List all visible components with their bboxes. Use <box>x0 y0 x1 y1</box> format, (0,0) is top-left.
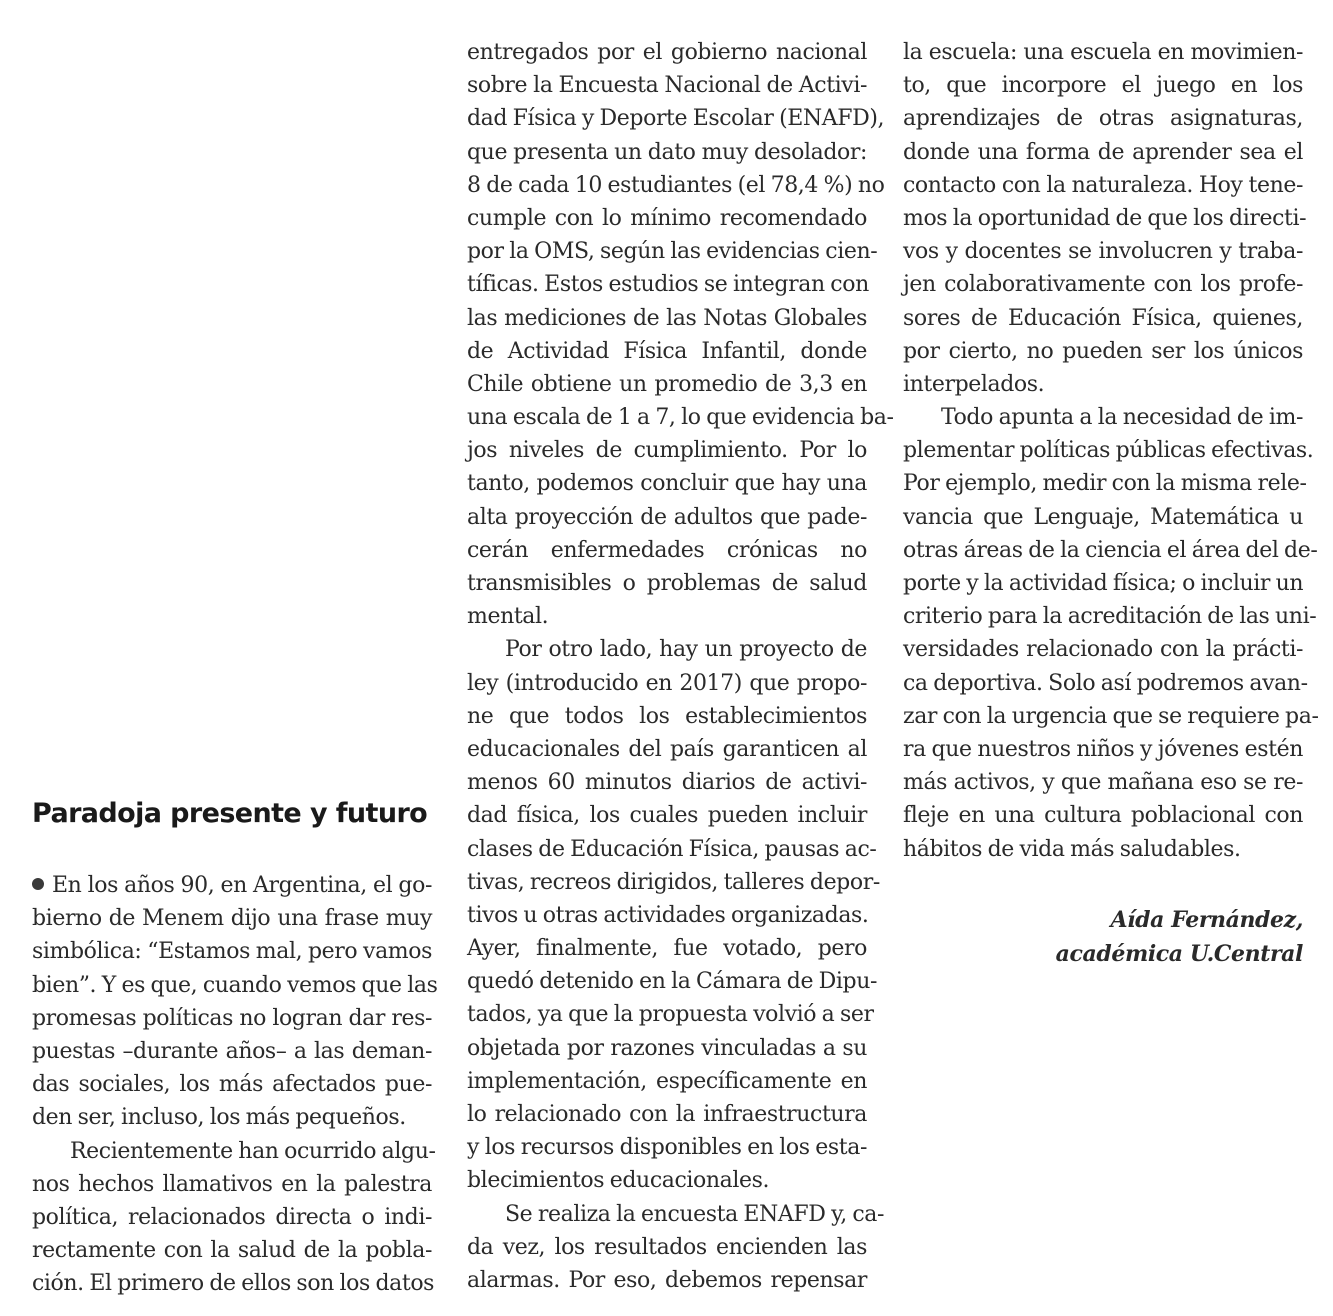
text-line: blecimientos educacionales. <box>467 1168 770 1194</box>
text-line: nos hechos llamativos en la palestra <box>32 1171 432 1197</box>
text-line: lo relacionado con la infraestructura <box>467 1102 867 1127</box>
text-line: jos niveles de cumplimiento. Por lo <box>467 438 867 464</box>
text-line: bierno de Menem dijo una frase muy <box>32 906 432 932</box>
text-line: rectamente con la salud de la pobla- <box>32 1238 432 1264</box>
column-2 <box>467 36 894 1297</box>
text-line: ne que todos los establecimientos <box>467 703 867 729</box>
text-line: cumple con lo mínimo recomendado <box>467 205 867 231</box>
text-line: criterio para la acreditación de las uni- <box>903 604 1317 630</box>
text-line: tados, ya que la propuesta volvió a ser <box>467 1002 874 1028</box>
text-line: implementación, específicamente en <box>467 1068 867 1094</box>
text-line: vancia que Lenguaje, Matemática u <box>903 504 1303 530</box>
text-line: las mediciones de las Notas Globales <box>467 305 867 331</box>
text-line: más activos, y que mañana eso se re- <box>903 770 1303 796</box>
text-line: tanto, podemos concluir que hay una <box>467 471 867 497</box>
text-line: objetada por razones vinculadas a su <box>467 1035 867 1061</box>
text-line: transmisibles o problemas de salud <box>467 571 867 596</box>
text-line: que presenta un dato muy desolador: <box>467 139 867 165</box>
paragraph-2 <box>467 633 880 1197</box>
text-line: Se realiza la encuesta ENAFD y, ca- <box>505 1201 885 1227</box>
text-line: fleje en una cultura poblacional con <box>903 803 1303 829</box>
text-line: tivas, recreos dirigidos, talleres depor- <box>467 869 880 895</box>
text-line: política, relacionados directa o indi- <box>32 1204 432 1230</box>
paragraph-2 <box>32 1135 436 1301</box>
text-line: den ser, incluso, los más pequeños. <box>32 1105 406 1131</box>
text-line: sores de Educación Física, quienes, <box>903 305 1303 331</box>
text-line: donde una forma de aprender sea el <box>903 139 1303 165</box>
author-signature <box>1056 903 1303 971</box>
text-line-content: En los años 90, en Argentina, el go- <box>52 873 432 898</box>
paragraph-1 <box>903 36 1307 401</box>
text-line: por cierto, no pueden ser los únicos <box>903 338 1303 364</box>
text-line: de Actividad Física Infantil, donde <box>467 338 867 364</box>
text-line: porte y la actividad física; o incluir un <box>903 571 1304 596</box>
bullet-icon <box>32 878 44 890</box>
text-line: da vez, los resultados encienden las <box>467 1234 867 1260</box>
text-line: tivos u otras actividades organizadas. <box>467 902 869 928</box>
column-1 <box>32 869 438 1300</box>
text-line: alta proyección de adultos que pade- <box>467 504 867 530</box>
text-line: Por ejemplo, medir con la misma rele- <box>903 471 1307 497</box>
text-line: mos la oportunidad de que los directi- <box>903 205 1307 231</box>
text-line: cerán enfermedades crónicas no <box>467 537 867 563</box>
section-heading: Paradoja presente y futuro <box>32 798 428 829</box>
text-line: plementar políticas públicas efectivas. <box>903 438 1314 464</box>
text-line: Recientemente han ocurrido algu- <box>70 1138 436 1164</box>
text-line: clases de Educación Física, pausas ac- <box>467 836 877 862</box>
text-line: Chile obtiene un promedio de 3,3 en <box>467 371 867 397</box>
text-line: contacto con la naturaleza. Hoy tene- <box>903 172 1303 198</box>
text-line: versidades relacionado con la prácti- <box>903 637 1303 663</box>
paragraph-2 <box>903 401 1319 866</box>
column-3 <box>903 36 1319 866</box>
text-line: por la OMS, según las evidencias cien- <box>467 239 878 265</box>
text-line: la escuela: una escuela en movimien- <box>903 40 1303 65</box>
text-line: otras áreas de la ciencia el área del de- <box>903 537 1318 563</box>
text-line: una escala de 1 a 7, lo que evidencia ba- <box>467 405 894 431</box>
text-line: Por otro lado, hay un proyecto de <box>505 637 867 663</box>
text-line: dad Física y Deporte Escolar (ENAFD), <box>467 106 885 132</box>
text-line: Todo apunta a la necesidad de im- <box>941 405 1303 431</box>
text-line: jen colaborativamente con los profe- <box>903 272 1303 298</box>
text-line: ca deportiva. Solo así podremos avan- <box>903 670 1308 696</box>
text-line: 8 de cada 10 estudiantes (el 78,4 %) no <box>467 172 885 198</box>
text-line: y los recursos disponibles en los esta- <box>467 1135 867 1161</box>
text-line: sobre la Encuesta Nacional de Activi- <box>467 73 867 99</box>
text-line: ción. El primero de ellos son los datos <box>32 1271 435 1297</box>
paragraph-1 <box>32 869 438 1135</box>
text-line: puestas –durante años– a las deman- <box>32 1038 432 1064</box>
text-line: to, que incorpore el juego en los <box>903 73 1303 99</box>
text-line: menos 60 minutos diarios de activi- <box>467 770 867 796</box>
text-line: hábitos de vida más saludables. <box>903 836 1241 862</box>
text-line: aprendizajes de otras asignaturas, <box>903 106 1303 132</box>
text-line <box>32 869 432 902</box>
text-line: ley (introducido en 2017) que propo- <box>467 670 867 696</box>
text-line: ra que nuestros niños y jóvenes estén <box>903 736 1303 762</box>
text-line: educacionales del país garanticen al <box>467 736 867 762</box>
paragraph-1 <box>467 36 894 633</box>
text-line: quedó detenido en la Cámara de Dipu- <box>467 969 878 995</box>
text-line: interpelados. <box>903 371 1045 397</box>
author-name: Aída Fernández, <box>1110 907 1303 933</box>
text-line: simbólica: “Estamos mal, pero vamos <box>32 939 432 965</box>
text-line: mental. <box>467 604 549 630</box>
text-line: vos y docentes se involucren y traba- <box>903 239 1303 265</box>
text-line: das sociales, los más afectados pue- <box>32 1072 432 1098</box>
paragraph-3 <box>467 1198 885 1298</box>
text-line: bien”. Y es que, cuando vemos que las <box>32 972 438 998</box>
text-line: alarmas. Por eso, debemos repensar <box>467 1267 867 1293</box>
text-line: zar con la urgencia que se requiere pa- <box>903 703 1319 729</box>
text-line: Ayer, finalmente, fue votado, pero <box>467 936 867 962</box>
text-line: promesas políticas no logran dar res- <box>32 1005 432 1031</box>
text-line: tíficas. Estos estudios se integran con <box>467 272 869 298</box>
author-role: académica U.Central <box>1055 941 1303 967</box>
text-line: dad física, los cuales pueden incluir <box>467 803 867 829</box>
text-line: entregados por el gobierno nacional <box>467 40 867 65</box>
